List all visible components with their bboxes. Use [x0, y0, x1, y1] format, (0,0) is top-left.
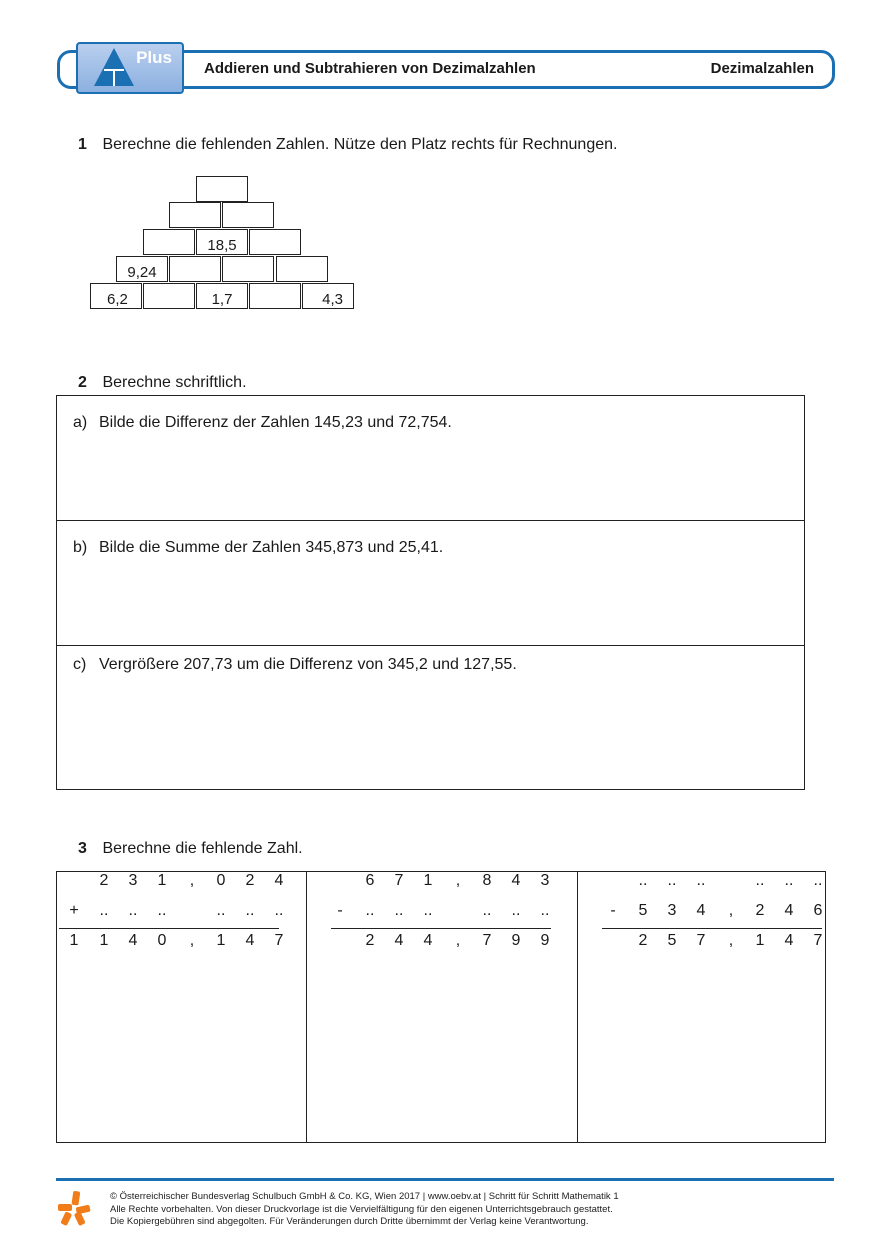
pyramid-cell[interactable] [169, 256, 221, 282]
calculation-row [578, 902, 827, 926]
calculation-digit[interactable]: .. [394, 902, 404, 919]
fees-line: Die Kopiergebühren sind abgegolten. Für Veränderungen durch Dritte übernimmt der Verlag keine Verantwortung. [110, 1216, 589, 1227]
pyramid-cell[interactable] [249, 229, 301, 255]
calculation-digit: 2 [99, 872, 109, 889]
calculation-digit: 1 [216, 932, 226, 949]
calculation-digit: 1 [755, 932, 765, 949]
task1-instruction: Berechne die fehlenden Zahlen. Nütze den Platz rechts für Rechnungen. [102, 136, 618, 153]
calculation-digit: 8 [482, 872, 492, 889]
calculation-digit[interactable]: .. [667, 872, 677, 889]
calculation-digit: , [455, 872, 461, 889]
calculation-digit: , [189, 932, 195, 949]
calculation-digit: 3 [540, 872, 550, 889]
calculation-digit: 4 [784, 902, 794, 919]
calculation-digit[interactable]: .. [784, 872, 794, 889]
calculation-digit[interactable]: .. [128, 902, 138, 919]
task3-column-3[interactable] [578, 872, 827, 1142]
publisher-logo-icon [56, 1190, 92, 1226]
calculation-digit: 1 [157, 872, 167, 889]
task3-number: 3 [78, 840, 87, 857]
pyramid-cell: 4,3 [302, 283, 354, 309]
calculation-digit[interactable]: .. [755, 872, 765, 889]
worksheet-topic: Dezimalzahlen [710, 60, 814, 77]
calculation-digit: , [455, 932, 461, 949]
calculation-digit[interactable]: .. [274, 902, 284, 919]
calculation-digit: 9 [540, 932, 550, 949]
task2-number: 2 [78, 374, 87, 391]
calculation-digit: 4 [394, 932, 404, 949]
item-text: Bilde die Summe der Zahlen 345,873 und 25,41. [99, 539, 444, 556]
calculation-digit: 7 [394, 872, 404, 889]
result-line [59, 928, 279, 929]
pyramid-cell[interactable] [143, 229, 195, 255]
calculation-row [57, 932, 306, 956]
pyramid-cell[interactable] [169, 202, 221, 228]
item-letter: c) [73, 656, 87, 673]
calculation-digit[interactable]: .. [423, 902, 433, 919]
calculation-digit: 7 [696, 932, 706, 949]
calculation-digit: 4 [274, 872, 284, 889]
rights-line: Alle Rechte vorbehalten. Von dieser Druckvorlage ist die Vervielfältigung für den eigenen Unterrichtsgebrauch gestattet. [110, 1203, 613, 1215]
calculation-digit: 4 [423, 932, 433, 949]
pyramid-cell[interactable] [222, 202, 274, 228]
calculation-digit: 7 [274, 932, 284, 949]
calculation-digit[interactable]: .. [813, 872, 823, 889]
item-text: Bilde die Differenz der Zahlen 145,23 und 72,754. [99, 414, 452, 431]
calculation-digit[interactable]: .. [696, 872, 706, 889]
item-letter: b) [73, 539, 88, 556]
item-letter: a) [73, 414, 88, 431]
task3-box [56, 871, 826, 1143]
calculation-digit[interactable]: .. [511, 902, 521, 919]
calculation-digit: 9 [511, 932, 521, 949]
calculation-digit: 1 [69, 932, 79, 949]
calculation-digit: , [728, 902, 734, 919]
calculation-row [57, 872, 306, 896]
calculation-digit[interactable]: .. [216, 902, 226, 919]
calculation-digit: 1 [423, 872, 433, 889]
calculation-digit: 7 [813, 932, 823, 949]
calculation-digit: 6 [813, 902, 823, 919]
calculation-digit: , [189, 872, 195, 889]
calculation-row [307, 902, 577, 926]
copyright-notice [110, 1191, 619, 1229]
footer-rule [56, 1178, 834, 1181]
calculation-digit: 4 [245, 932, 255, 949]
result-line [602, 928, 822, 929]
pyramid-cell[interactable] [222, 256, 274, 282]
pyramid-cell[interactable] [196, 176, 248, 202]
calculation-digit: + [69, 902, 79, 919]
task1-heading [78, 136, 617, 154]
pyramid-cell: 9,24 [116, 256, 168, 282]
calculation-digit[interactable]: .. [99, 902, 109, 919]
task3-column-1[interactable] [57, 872, 307, 1142]
calculation-digit: 2 [638, 932, 648, 949]
worksheet-title: Addieren und Subtrahieren von Dezimalzahlen [204, 60, 536, 77]
pyramid-cell[interactable] [276, 256, 328, 282]
calculation-row [578, 872, 827, 896]
calculation-digit[interactable]: .. [365, 902, 375, 919]
calculation-digit[interactable]: .. [482, 902, 492, 919]
calculation-digit: 5 [638, 902, 648, 919]
calculation-digit: 2 [755, 902, 765, 919]
pyramid-cell: 6,2 [90, 283, 142, 309]
calculation-digit: 4 [696, 902, 706, 919]
calculation-row [578, 932, 827, 956]
task2-item-a[interactable] [57, 396, 804, 521]
pyramid-cell: 1,7 [196, 283, 248, 309]
task1-number: 1 [78, 136, 87, 153]
pyramid-cell[interactable] [143, 283, 195, 309]
calculation-digit: 2 [365, 932, 375, 949]
calculation-row [57, 902, 306, 926]
plus-logo [76, 42, 184, 94]
calculation-digit: 4 [511, 872, 521, 889]
task2-box [56, 395, 805, 790]
pyramid-cell: 18,5 [196, 229, 248, 255]
calculation-digit[interactable]: .. [245, 902, 255, 919]
task3-heading [78, 840, 303, 858]
calculation-row [307, 932, 577, 956]
calculation-digit: 6 [365, 872, 375, 889]
task3-instruction: Berechne die fehlende Zahl. [102, 840, 303, 857]
calculation-digit: 3 [667, 902, 677, 919]
calculation-digit: 1 [99, 932, 109, 949]
calculation-digit: , [728, 932, 734, 949]
calculation-digit: - [337, 902, 343, 919]
pyramid-cell[interactable] [249, 283, 301, 309]
item-text: Vergrößere 207,73 um die Differenz von 345,2 und 127,55. [99, 656, 517, 673]
task2-instruction: Berechne schriftlich. [102, 374, 247, 391]
result-line [331, 928, 551, 929]
calculation-digit[interactable]: .. [540, 902, 550, 919]
calculation-digit: 4 [784, 932, 794, 949]
calculation-digit: 7 [482, 932, 492, 949]
calculation-digit: 3 [128, 872, 138, 889]
task3-column-2[interactable] [307, 872, 578, 1142]
task2-item-b[interactable] [57, 521, 804, 646]
task2-heading [78, 374, 247, 392]
calculation-digit: 0 [157, 932, 167, 949]
logo-plus-text: Plus [136, 48, 172, 67]
calculation-digit: 4 [128, 932, 138, 949]
calculation-row [307, 872, 577, 896]
copyright-line: © Österreichischer Bundesverlag Schulbuch GmbH & Co. KG, Wien 2017 | www.oebv.at | Schritt für Schritt Mathematik 1 [110, 1191, 619, 1202]
calculation-digit: 5 [667, 932, 677, 949]
calculation-digit: 2 [245, 872, 255, 889]
task2-item-c[interactable] [57, 646, 804, 789]
calculation-digit: - [610, 902, 616, 919]
calculation-digit[interactable]: .. [638, 872, 648, 889]
calculation-digit: 0 [216, 872, 226, 889]
calculation-digit[interactable]: .. [157, 902, 167, 919]
